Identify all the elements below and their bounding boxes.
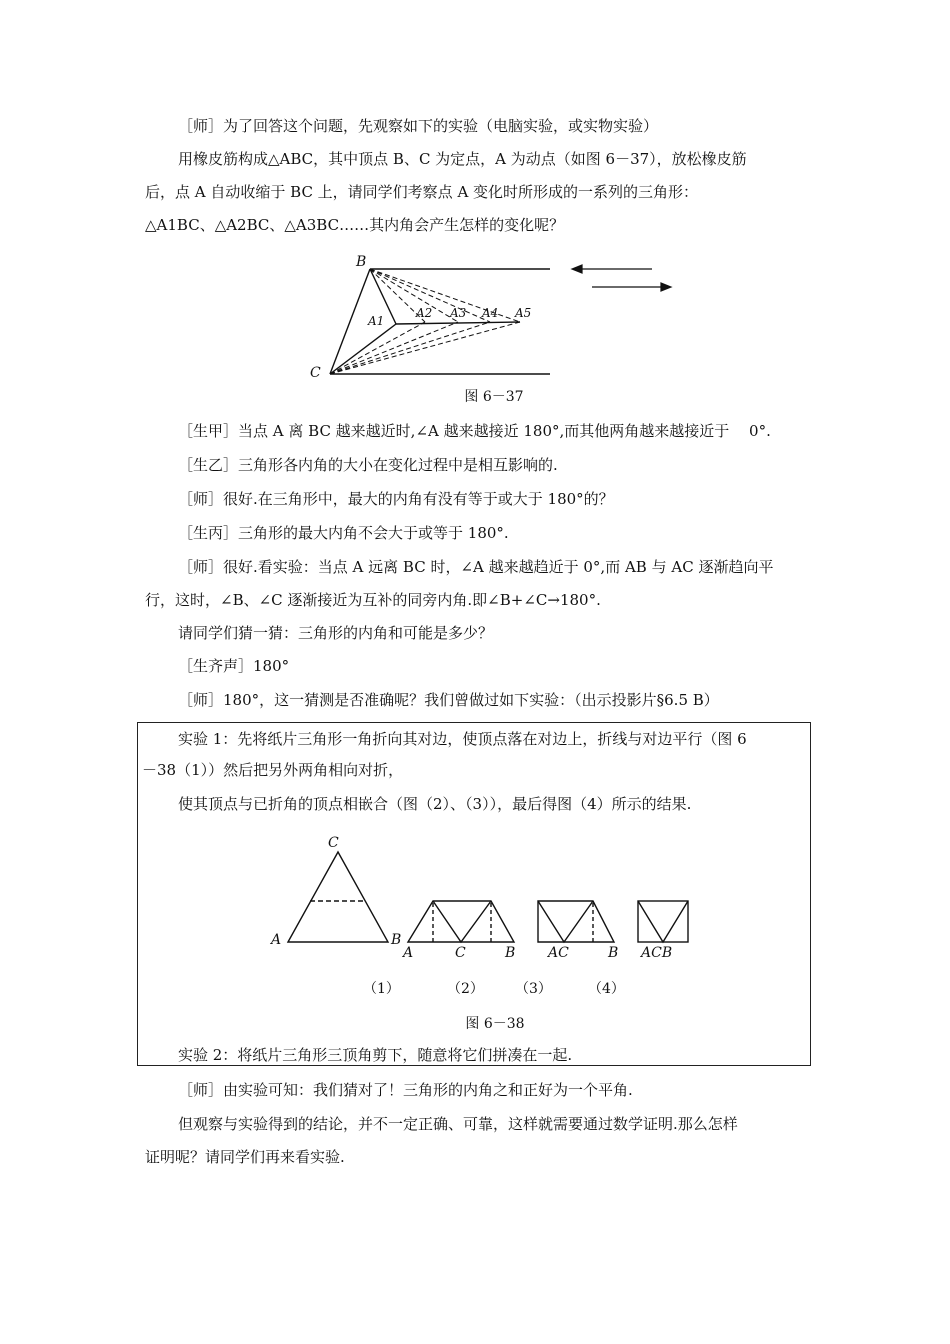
fig2-3-label-B: B [608, 945, 619, 961]
fig2-sub-1: （1） [363, 981, 400, 997]
fig2-1-label-A: A [271, 932, 282, 948]
teacher-paragraph-line1: ［师］很好.看实验：当点 A 远离 BC 时，∠A 越来越趋近于 0°,而 AB 与 AC 逐渐趋向平 [178, 558, 774, 576]
dialog-line-1: ［生甲］当点 A 离 BC 越来越近时,∠A 越来越接近 180°,而其他两角越来越接近于 0°. [178, 422, 771, 440]
figure-6-38-caption: 图 6－38 [465, 1016, 525, 1032]
fig2-sub-4: （4） [588, 981, 625, 997]
fig1-label-B: B [356, 254, 367, 270]
figure-6-38 [268, 833, 698, 963]
final-line1: 但观察与实验得到的结论，并不一定正确、可靠，这样就需要通过数学证明.那么怎样 [178, 1115, 738, 1133]
fig2-1-label-C: C [328, 835, 339, 851]
fig2-3-label-AC: AC [548, 945, 569, 961]
fig1-label-A5: A5 [515, 306, 532, 320]
figure-6-37-caption: 图 6－37 [464, 389, 524, 405]
dialog-line-4: ［生丙］三角形的最大内角不会大于或等于 180°. [178, 524, 509, 542]
fig1-label-A2: A2 [416, 306, 433, 320]
experiment1-line3: 使其顶点与已折角的顶点相嵌合（图（2）、（3）），最后得图（4）所示的结果. [178, 795, 692, 813]
dialog-line-3: ［师］很好.在三角形中，最大的内角有没有等于或大于 180°的？ [178, 490, 614, 508]
dialog-line-2: ［生乙］三角形各内角的大小在变化过程中是相互影响的. [178, 456, 558, 474]
fig2-sub-3: （3） [515, 981, 552, 997]
fig1-label-A4: A4 [482, 306, 499, 320]
fig2-2-label-B: B [505, 945, 516, 961]
guess-question: 请同学们猜一猜：三角形的内角和可能是多少？ [178, 624, 494, 642]
fig2-sub-2: （2） [447, 981, 484, 997]
teacher-paragraph-line2: 行，这时，∠B、∠C 逐渐接近为互补的同旁内角.即∠B+∠C→180°. [145, 591, 601, 609]
paragraph-experiment-line3: △A1BC、△A2BC、△A3BC……其内角会产生怎样的变化呢？ [145, 216, 565, 234]
fig2-2-label-C: C [455, 945, 466, 961]
fig1-label-A1: A1 [368, 314, 385, 328]
paragraph-experiment-line2: 后，点 A 自动收缩于 BC 上，请同学们考察点 A 变化时所形成的一系列的三角形： [145, 183, 699, 201]
fig2-1-label-B: B [391, 932, 402, 948]
conclusion: ［师］由实验可知：我们猜对了！三角形的内角之和正好为一个平角. [178, 1081, 633, 1099]
experiment-box [137, 722, 811, 1066]
teacher-check: ［师］180°，这一猜测是否准确呢？我们曾做过如下实验：（出示投影片§6.5 B） [178, 691, 719, 709]
chorus-answer: ［生齐声］180° [178, 657, 290, 675]
experiment1-line1: 实验 1：先将纸片三角形一角折向其对边，使顶点落在对边上，折线与对边平行（图 6 [178, 730, 747, 748]
experiment1-line2: －38（1））然后把另外两角相向对折， [142, 761, 404, 779]
fig2-4-label-ACB: ACB [641, 945, 673, 961]
experiment2: 实验 2：将纸片三角形三顶角剪下，随意将它们拼凑在一起. [178, 1046, 573, 1064]
fig2-2-label-A: A [403, 945, 414, 961]
paragraph-experiment-line1: 用橡皮筋构成△ABC，其中顶点 B、C 为定点，A 为动点（如图 6－37），放松橡皮筋 [178, 150, 747, 168]
fig1-label-C: C [310, 365, 321, 381]
final-line2: 证明呢？请同学们再来看实验. [145, 1148, 345, 1166]
paragraph-teacher-intro: ［师］为了回答这个问题，先观察如下的实验（电脑实验，或实物实验） [178, 117, 659, 135]
fig1-label-A3: A3 [450, 306, 467, 320]
